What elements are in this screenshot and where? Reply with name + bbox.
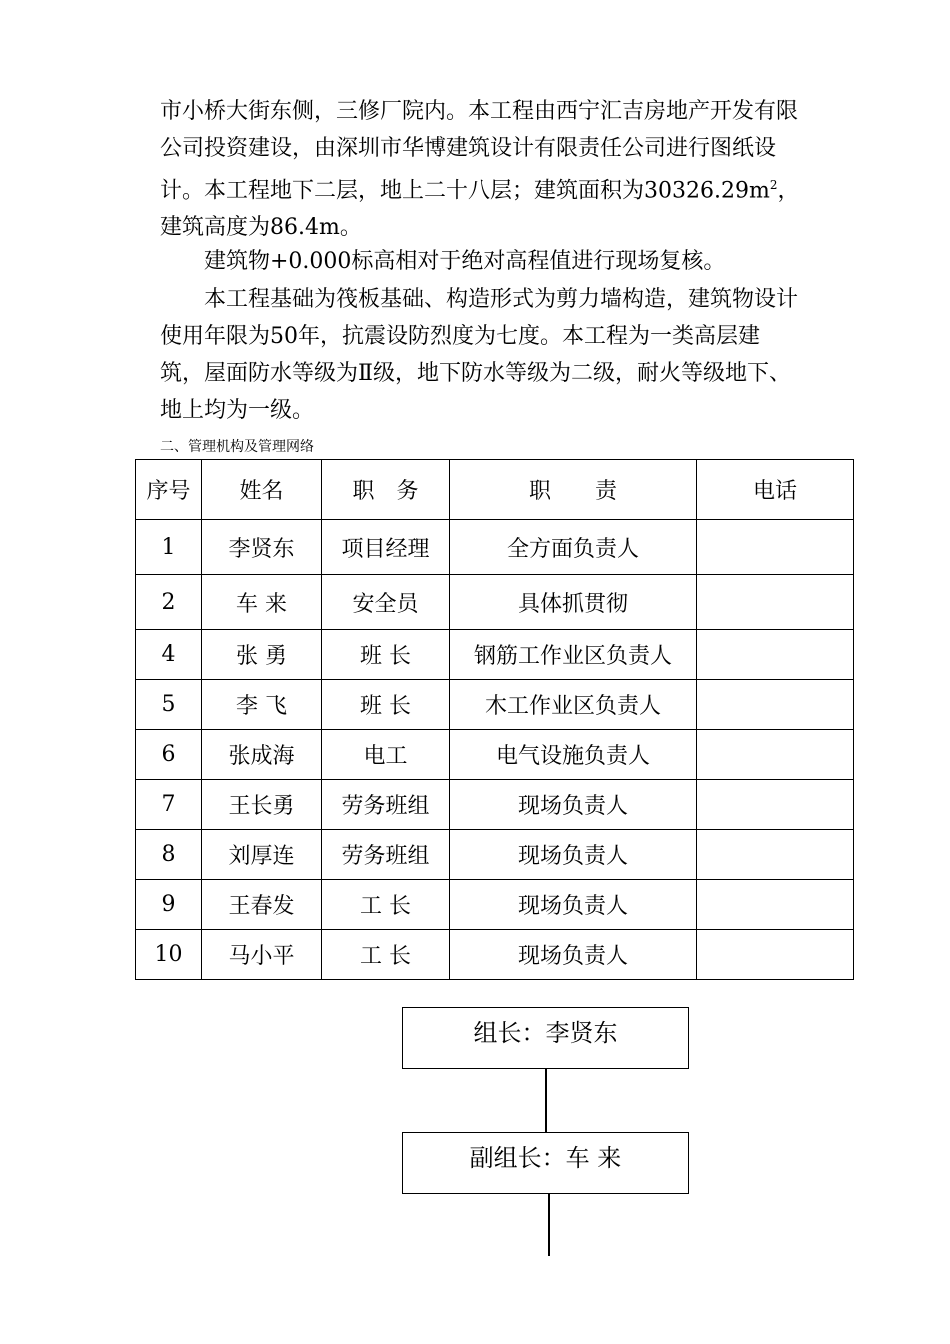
cell-phone bbox=[697, 830, 854, 880]
cell-position: 班 长 bbox=[322, 630, 450, 680]
cell-position: 劳务班组 bbox=[322, 830, 450, 880]
cell-duty: 木工作业区负责人 bbox=[450, 680, 697, 730]
cell-position: 项目经理 bbox=[322, 520, 450, 575]
cell-index: 7 bbox=[136, 780, 202, 830]
cell-duty: 现场负责人 bbox=[450, 780, 697, 830]
cell-index: 9 bbox=[136, 880, 202, 930]
table-row bbox=[136, 930, 854, 980]
cell-duty: 钢筋工作业区负责人 bbox=[450, 630, 697, 680]
cell-index: 8 bbox=[136, 830, 202, 880]
cell-name: 张成海 bbox=[202, 730, 322, 780]
cell-position: 工 长 bbox=[322, 880, 450, 930]
cell-phone bbox=[697, 880, 854, 930]
cell-phone bbox=[697, 520, 854, 575]
cell-phone bbox=[697, 630, 854, 680]
org-connector-line bbox=[545, 1069, 547, 1132]
management-table bbox=[135, 459, 854, 980]
org-deputy-box: 副组长：车 来 bbox=[402, 1132, 689, 1194]
table-header-row bbox=[136, 460, 854, 520]
project-height-text: ，建筑高度为86.4m。 bbox=[160, 178, 800, 241]
cell-name: 刘厚连 bbox=[202, 830, 322, 880]
area-unit-base: m bbox=[748, 178, 770, 204]
cell-index: 2 bbox=[136, 575, 202, 630]
header-phone: 电话 bbox=[697, 460, 854, 520]
elevation-paragraph: 建筑物+0.000标高相对于绝对高程值进行现场复核。 bbox=[204, 249, 726, 274]
table-row bbox=[136, 520, 854, 575]
cell-duty: 现场负责人 bbox=[450, 830, 697, 880]
project-overview-text: 市小桥大街东侧，三修厂院内。本工程由西宁汇吉房地产开发有限公司投资建设，由深圳市华博建筑设计有限责任公司进行图纸设计。本工程地下二层，地上二十八层；建筑面积为30326.29 bbox=[160, 99, 799, 204]
cell-index: 1 bbox=[136, 520, 202, 575]
cell-duty: 全方面负责人 bbox=[450, 520, 697, 575]
cell-name: 马小平 bbox=[202, 930, 322, 980]
org-leader-box: 组长：李贤东 bbox=[402, 1007, 689, 1069]
cell-phone bbox=[697, 930, 854, 980]
cell-name: 车 来 bbox=[202, 575, 322, 630]
cell-duty: 现场负责人 bbox=[450, 930, 697, 980]
area-unit-superscript: 2 bbox=[769, 178, 778, 192]
cell-name: 李贤东 bbox=[202, 520, 322, 575]
cell-phone bbox=[697, 575, 854, 630]
structure-paragraph: 本工程基础为筏板基础、构造形式为剪力墙构造，建筑物设计使用年限为50年，抗震设防烈度为七度。本工程为一类高层建筑，屋面防水等级为Ⅱ级，地下防水等级为二级，耐火等级地下、地上均为一级。 bbox=[160, 287, 799, 423]
cell-position: 电工 bbox=[322, 730, 450, 780]
table-row bbox=[136, 680, 854, 730]
cell-name: 李 飞 bbox=[202, 680, 322, 730]
cell-index: 6 bbox=[136, 730, 202, 780]
cell-phone bbox=[697, 730, 854, 780]
cell-duty: 现场负责人 bbox=[450, 880, 697, 930]
cell-duty: 电气设施负责人 bbox=[450, 730, 697, 780]
org-connector-line-lower bbox=[548, 1194, 550, 1256]
cell-position: 工 长 bbox=[322, 930, 450, 980]
cell-duty: 具体抓贯彻 bbox=[450, 575, 697, 630]
table-row bbox=[136, 880, 854, 930]
cell-index: 10 bbox=[136, 930, 202, 980]
cell-index: 4 bbox=[136, 630, 202, 680]
header-index: 序号 bbox=[136, 460, 202, 520]
project-overview-paragraph bbox=[160, 93, 800, 246]
cell-name: 王春发 bbox=[202, 880, 322, 930]
table-row bbox=[136, 780, 854, 830]
cell-name: 王长勇 bbox=[202, 780, 322, 830]
cell-position: 班 长 bbox=[322, 680, 450, 730]
cell-name: 张 勇 bbox=[202, 630, 322, 680]
cell-index: 5 bbox=[136, 680, 202, 730]
cell-phone bbox=[697, 680, 854, 730]
header-duty: 职 责 bbox=[450, 460, 697, 520]
section-caption: 二、管理机构及管理网络 bbox=[160, 439, 314, 455]
cell-position: 安全员 bbox=[322, 575, 450, 630]
table-row bbox=[136, 575, 854, 630]
cell-position: 劳务班组 bbox=[322, 780, 450, 830]
table-row bbox=[136, 830, 854, 880]
header-position: 职 务 bbox=[322, 460, 450, 520]
table-row bbox=[136, 630, 854, 680]
cell-phone bbox=[697, 780, 854, 830]
table-row bbox=[136, 730, 854, 780]
header-name: 姓名 bbox=[202, 460, 322, 520]
